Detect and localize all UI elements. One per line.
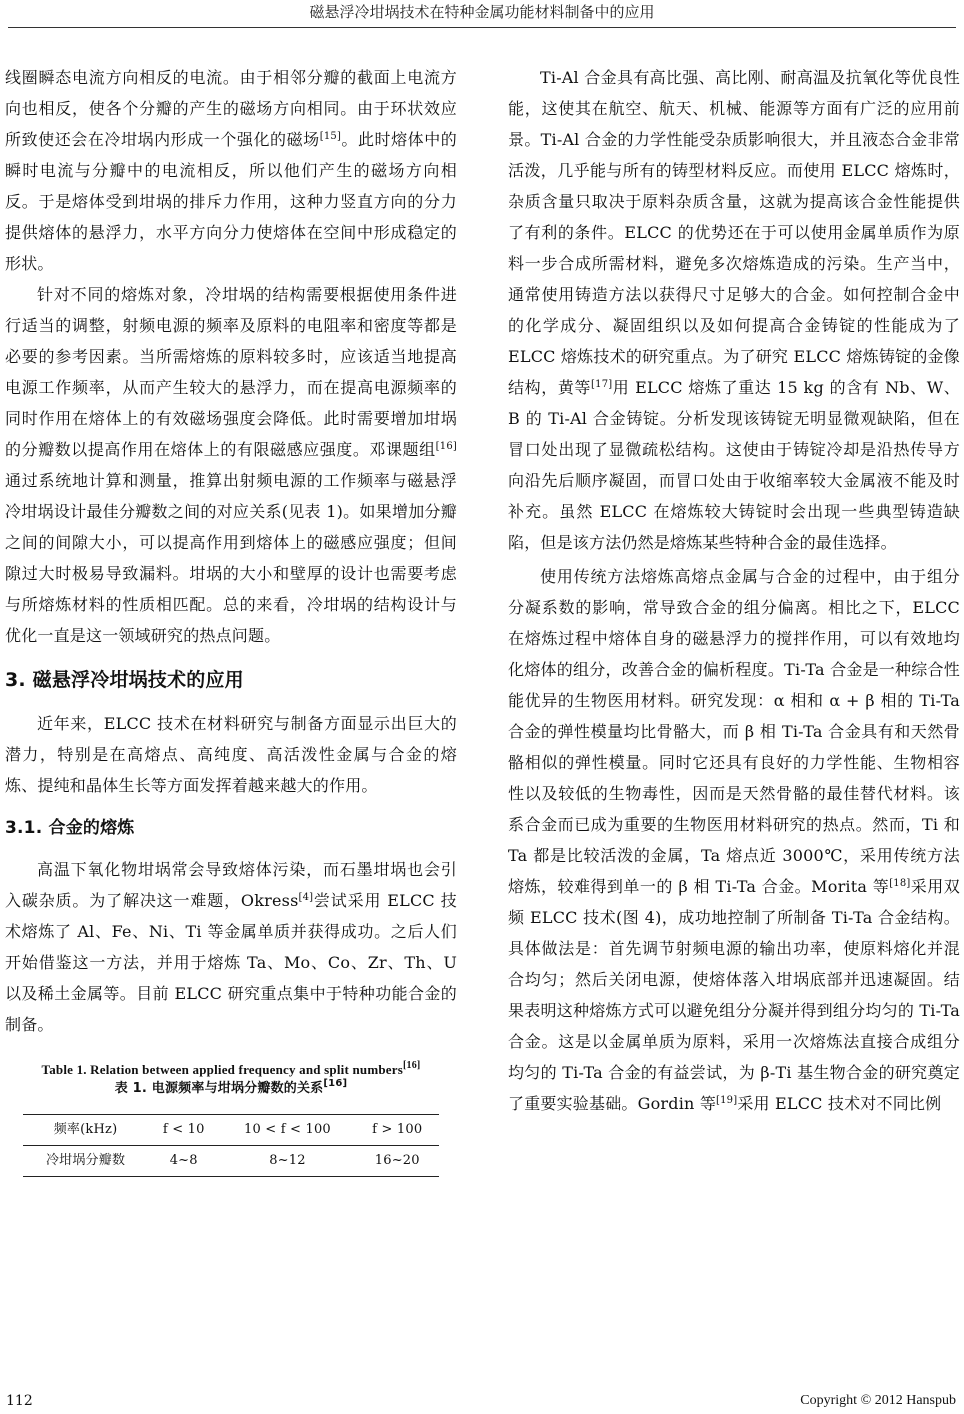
right-column (508, 62, 960, 1119)
paragraph: 高温下氧化物坩埚常会导致熔体污染，而石墨坩埚也会引入碳杂质。为了解决这一难题，Okress[4]尝试采用 ELCC 技术熔炼了 Al、Fe、Ni、Ti 等金属单质并获得成功。之后人们开始借鉴这一方法，并用于熔炼 Ta、Mo、Co、Zr、Th、U 以及稀土金属等。目前 ELCC 研究重点集中于特种功能合金的制备。 (5, 860, 457, 1034)
table-cell: 冷坩埚分瓣数 (23, 1146, 148, 1177)
table-cell: 4~8 (148, 1146, 219, 1177)
table-header-cell: f > 100 (356, 1115, 440, 1146)
table-cell: 16~20 (356, 1146, 440, 1177)
paragraph: 近年来，ELCC 技术在材料研究与制备方面显示出巨大的潜力，特别是在高熔点、高纯度、高活泼性金属与合金的熔炼、提纯和晶体生长等方面发挥着越来越大的作用。 (5, 714, 457, 795)
table-cell: 8~12 (219, 1146, 355, 1177)
table-header-cell: 10 < f < 100 (219, 1115, 355, 1146)
paragraph: Ti-Al 合金具有高比强、高比刚、耐高温及抗氧化等优良性能，这使其在航空、航天、机械、能源等方面有广泛的应用前景。Ti-Al 合金的力学性能受杂质影响很大，并且液态合金非常活泼，几乎能与所有的铸型材料反应。而使用 ELCC 熔炼时，杂质含量只取决于原料杂质含量，这就为提高该合金性能提供了有利的条件。ELCC 的优势还在于可以使用金属单质作为原料一步合成所需材料，避免多次熔炼造成的污染。生产当中，通常使用铸造方法以获得尺寸足够大的合金。如何控制合金中的化学成分、凝固组织以及如何提高合金铸锭的性能成为了 ELCC 熔炼技术的研究重点。为了研究 ELCC 熔炼铸锭的金像结构，黄等[17]用 ELCC 熔炼了重达 15 kg 的含有 Nb、W、B 的 Ti-Al 合金铸锭。分析发现该铸锭无明显微观缺陷，但在冒口处出现了显微疏松结构。这使由于铸锭冷却是沿热传导方向沿先后顺序凝固，而冒口处由于收缩率较大金属液不能及时补充。虽然 ELCC 在熔炼较大铸锭时会出现一些典型铸造缺陷，但是该方法仍然是熔炼某些特种合金的最佳选择。 (508, 68, 960, 552)
section-heading: 3. 磁悬浮冷坩埚技术的应用 (5, 669, 244, 691)
header-rule (8, 27, 956, 28)
subsection-heading: 3.1. 合金的熔炼 (5, 818, 135, 838)
table-header-row (23, 1115, 439, 1146)
table-caption (5, 1060, 457, 1098)
table-row (23, 1146, 439, 1177)
citation: [18] (889, 878, 911, 889)
citation: [15] (319, 131, 342, 142)
copyright: Copyright © 2012 Hanspub (800, 1393, 956, 1408)
table-header-cell: f < 10 (148, 1115, 219, 1146)
paragraph: 使用传统方法熔炼高熔点金属与合金的过程中，由于组分分凝系数的影响，常导致合金的组分偏离。相比之下，ELCC 在熔炼过程中熔体自身的磁悬浮力的搅拌作用，可以有效地均化熔体的组分，改善合金的偏析程度。Ti-Ta 合金是一种综合性能优异的生物医用材料。研究发现：α 相和 α + β 相的 Ti-Ta 合金的弹性模量均比骨骼大，而 β 相 Ti-Ta 合金具有和天然骨骼相似的弹性模量。同时它还具有良好的力学性能、生物相容性以及较低的生物毒性，因而是天然骨骼的最佳替代材料。该系合金而已成为重要的生物医用材料研究的热点。然而，Ti 和 Ta 都是比较活泼的金属，Ta 熔点近 3000℃，采用传统方法熔炼，较难得到单一的 β 相 Ti-Ta 合金。Morita 等[18]采用双频 ELCC 技术(图 4)，成功地控制了所制备 Ti-Ta 合金结构。具体做法是：首先调节射频电源的输出功率，使原料熔化并混合均匀；然后关闭电源，使熔体落入坩埚底部并迅速凝固。结果表明这种熔炼方式可以避免组分分凝并得到组分均匀的 Ti-Ta 合金。这是以金属单质为原料，采用一次熔炼法直接合成组分均匀的 Ti-Ta 合金的有益尝试，为 β-Ti 基生物合金的研究奠定了重要实验基础。Gordin 等[19]采用 ELCC 技术对不同比例 (508, 567, 960, 1113)
paragraph: 针对不同的熔炼对象，冷坩埚的结构需要根据使用条件进行适当的调整，射频电源的频率及原料的电阻率和密度等都是必要的参考因素。当所需熔炼的原料较多时，应该适当地提高电源工作频率，从而产生较大的悬浮力，而在提高电源频率的同时作用在熔体上的有效磁场强度会降低。此时需要增加坩埚的分瓣数以提高作用在熔体上的有限磁感应强度。邓课题组[16]通过系统地计算和测量，推算出射频电源的工作频率与磁悬浮冷坩埚设计最佳分瓣数之间的对应关系(见表 1)。如果增加分瓣之间的间隙大小，可以提高作用到熔体上的磁感应强度；但间隙过大时极易导致漏料。坩埚的大小和壁厚的设计也需要考虑与所熔炼材料的性质相匹配。总的来看，冷坩埚的结构设计与优化一直是这一领域研究的热点问题。 (5, 285, 457, 645)
citation: [16] (323, 1078, 348, 1089)
citation: [16] (435, 441, 457, 452)
left-column (5, 62, 457, 1177)
citation: [4] (298, 892, 314, 903)
citation: [16] (402, 1060, 421, 1071)
table-caption-en: Table 1. Relation between applied frequency and split numbers (41, 1062, 403, 1077)
paragraph: 线圈瞬态电流方向相反的电流。由于相邻分瓣的截面上电流方向也相反，使各个分瓣的产生的磁场方向相同。由于环状效应所致使还会在冷坩埚内形成一个强化的磁场[15]。此时熔体中的瞬时电流与分瓣中的电流相反，所以他们产生的磁场方向相反。于是熔体受到坩埚的排斥力作用，这种力竖直方向的分力提供熔体的悬浮力，水平方向分力使熔体在空间中形成稳定的形状。 (5, 68, 457, 273)
citation: [17] (591, 379, 613, 390)
citation: [19] (716, 1095, 738, 1106)
running-title: 磁悬浮冷坩埚技术在特种金属功能材料制备中的应用 (309, 3, 655, 21)
frequency-split-table (23, 1114, 439, 1177)
page-number: 112 (6, 1393, 33, 1409)
table-header-cell: 频率(kHz) (23, 1115, 148, 1146)
table-caption-zh: 表 1. 电源频率与坩埚分瓣数的关系 (114, 1081, 324, 1096)
running-header (0, 0, 964, 28)
